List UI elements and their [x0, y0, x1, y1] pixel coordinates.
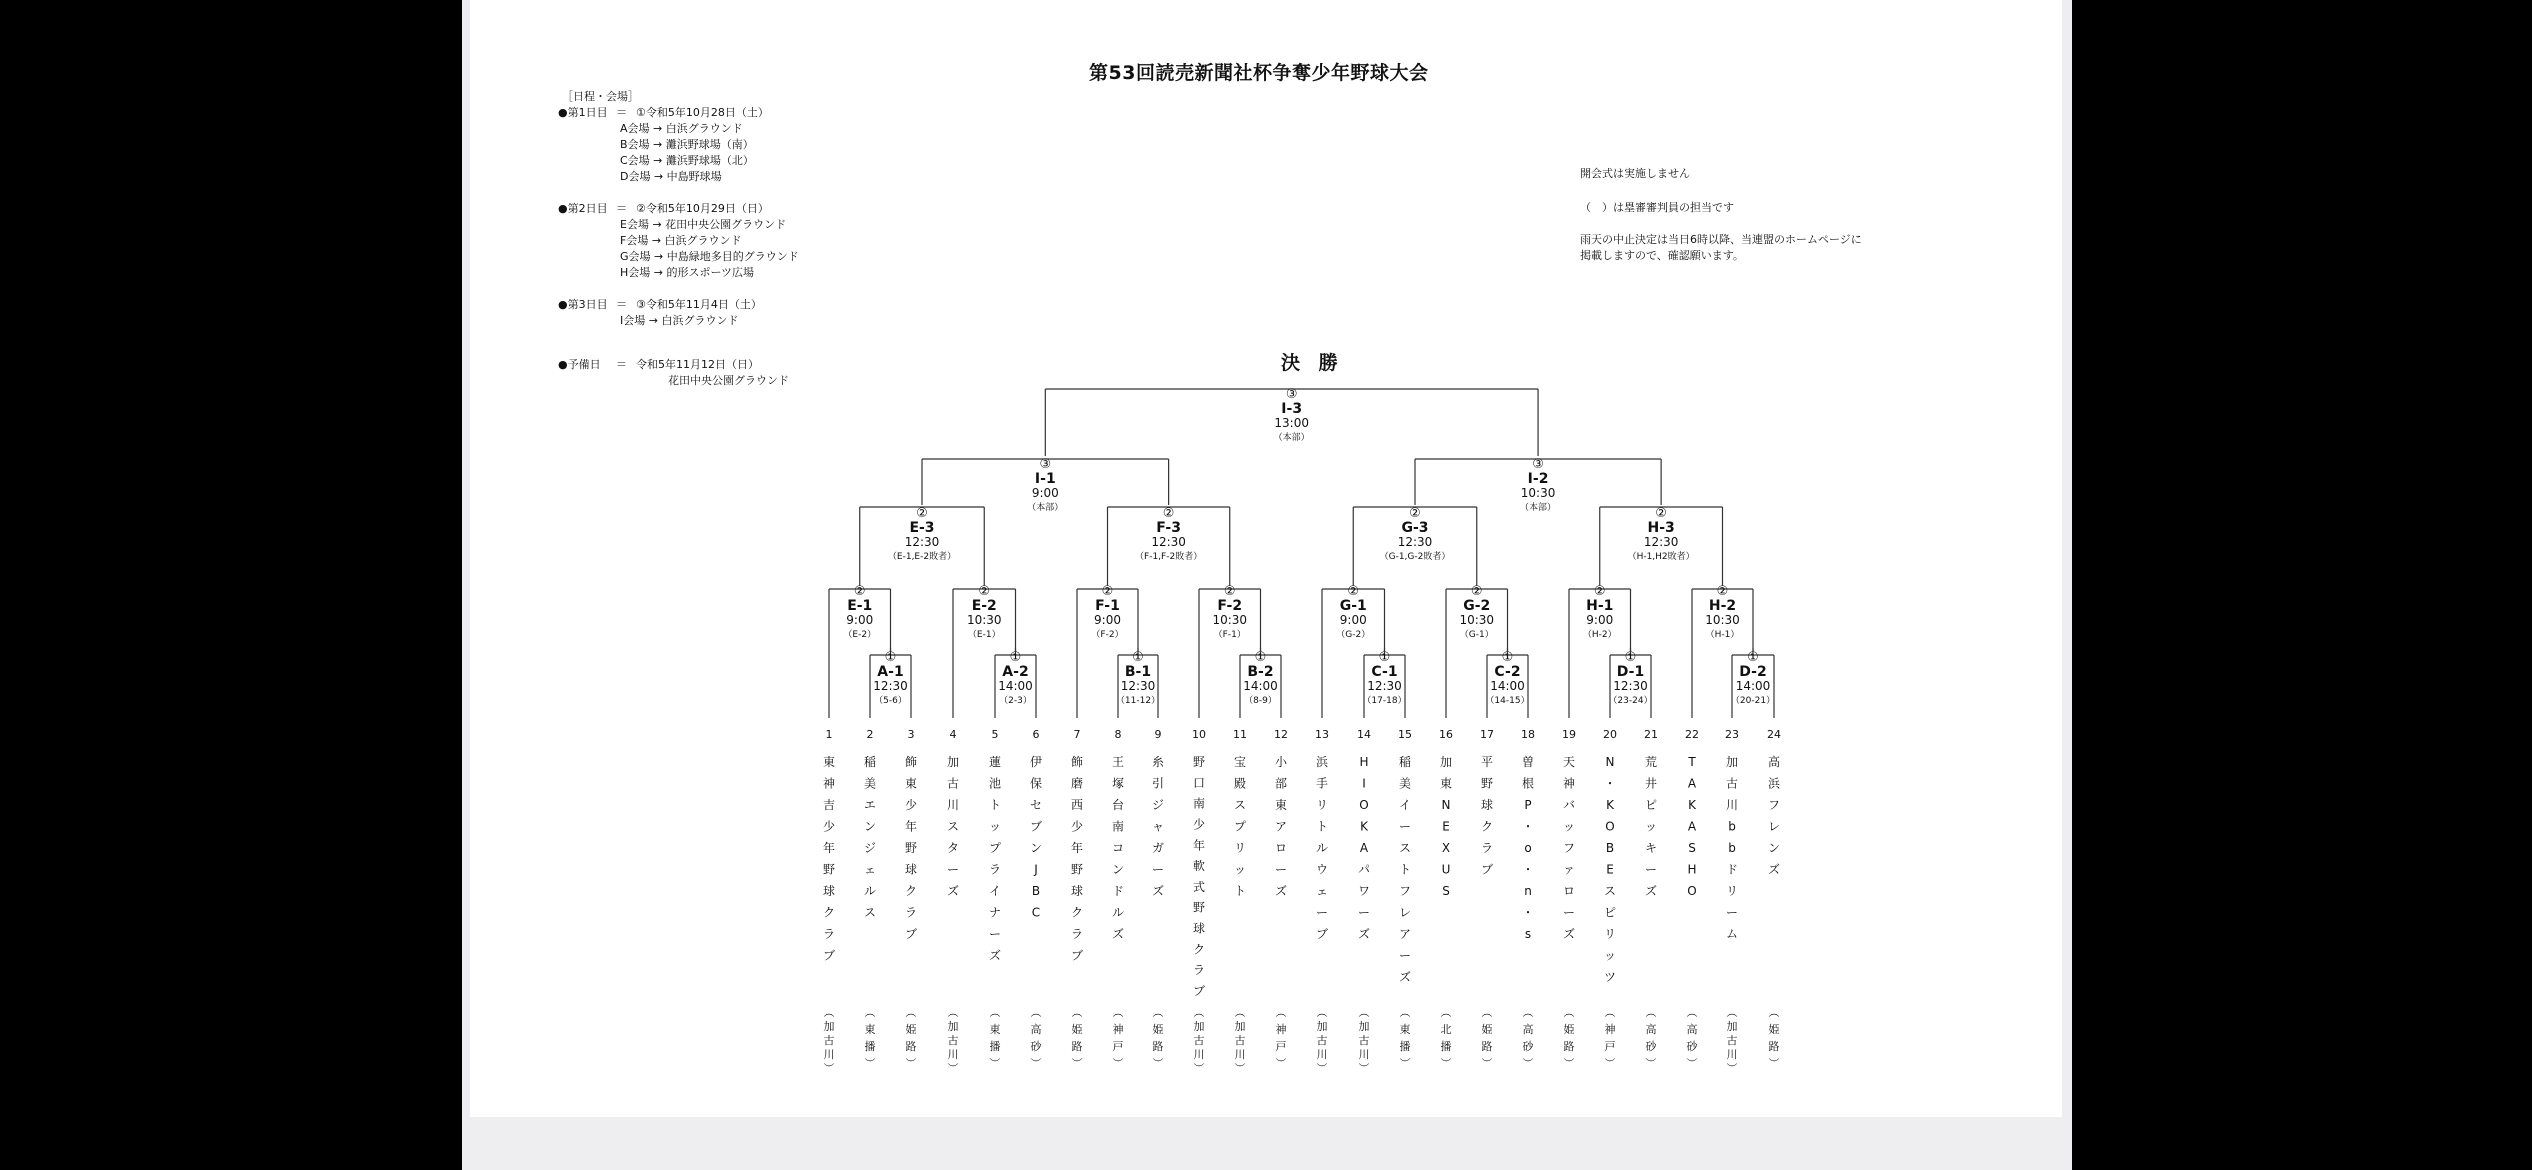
- team-name: 野口南少年軟式野球クラブ: [1192, 755, 1206, 998]
- team-area: ︵神戸︶: [1604, 1006, 1616, 1070]
- team-area: ︵姫路︶: [1071, 1006, 1083, 1070]
- match-time: 9:00: [1586, 613, 1614, 627]
- match-note: （本部）: [1027, 503, 1064, 513]
- note-rain-2: 掲載しますので、確認願います。: [1580, 249, 1744, 262]
- match-time: 12:30: [1151, 535, 1186, 549]
- match-note: （E-2）: [843, 630, 877, 640]
- team-name: T A K A S H O: [1687, 755, 1697, 898]
- match-id: B-2: [1247, 664, 1274, 680]
- note-rain-1: 雨天の中止決定は当日6時以降、当連盟のホームページに: [1580, 233, 1862, 246]
- match-day-marker: ②: [916, 506, 928, 521]
- team-name: 平野球クラブ: [1480, 755, 1494, 877]
- venue-line: E会場 → 花田中央公園グラウンド: [620, 218, 787, 231]
- venue-line: 花田中央公園グラウンド: [668, 374, 789, 387]
- match-id: F-3: [1156, 520, 1181, 536]
- match-time: 9:00: [1339, 613, 1367, 627]
- match-note: （23-24）: [1608, 696, 1653, 706]
- match-note: （F-2）: [1091, 630, 1124, 640]
- team-name: H I O K A パワーズ: [1357, 755, 1371, 941]
- team-name: 糸引ジャガーズ: [1151, 755, 1165, 898]
- team-number: 14: [1357, 728, 1371, 741]
- team-name: 浜手リトルウェーブ: [1315, 755, 1329, 941]
- match-id: I-3: [1281, 401, 1303, 417]
- day-label: ●第1日目: [558, 106, 608, 119]
- team-number: 21: [1644, 728, 1658, 741]
- team-name: 飾東少年野球クラブ: [904, 755, 918, 941]
- match-note: （17-18）: [1362, 696, 1407, 706]
- team-number: 8: [1114, 728, 1122, 741]
- match-time: 14:00: [1490, 679, 1525, 693]
- page-title: 第53回読売新聞社杯争奪少年野球大会: [1089, 62, 1429, 84]
- match-id: H-3: [1647, 520, 1675, 536]
- team-name: N ・ K O B E スピリッツ: [1603, 755, 1617, 984]
- match-time: 12:30: [1120, 679, 1156, 693]
- team-area: ︵加古川︶: [1193, 1006, 1205, 1075]
- match-day-marker: ②: [1101, 584, 1114, 599]
- team-area: ︵加古川︶: [1726, 1006, 1738, 1075]
- team-number: 4: [949, 728, 957, 741]
- match-note: （本部）: [1520, 503, 1557, 513]
- team-area: ︵北播︶: [1440, 1006, 1452, 1070]
- team-number: 15: [1398, 728, 1412, 741]
- team-area: ︵加古川︶: [1316, 1006, 1328, 1075]
- team-area: ︵東播︶: [1399, 1006, 1411, 1070]
- venue-line: D会場 → 中島野球場: [620, 170, 722, 183]
- team-number: 3: [907, 728, 915, 741]
- team-area: ︵東播︶: [989, 1006, 1001, 1070]
- match-note: （5-6）: [874, 696, 907, 706]
- match-time: 12:30: [1397, 535, 1433, 549]
- match-note: （E-1）: [967, 630, 1001, 640]
- team-area: ︵東播︶: [864, 1006, 876, 1070]
- venue-line: H会場 → 的形スポーツ広場: [620, 266, 755, 279]
- team-number: 19: [1562, 728, 1576, 741]
- team-number: 2: [866, 728, 874, 741]
- team-area: ︵加古川︶: [1358, 1006, 1370, 1075]
- match-id: H-2: [1708, 598, 1737, 614]
- match-day-marker: ①: [884, 650, 897, 665]
- team-area: ︵姫路︶: [905, 1006, 917, 1070]
- match-id: C-1: [1371, 664, 1398, 680]
- venue-line: C会場 → 灘浜野球場（北）: [620, 154, 754, 167]
- venue-line: I会場 → 白浜グラウンド: [620, 314, 739, 327]
- team-name: 飾磨西少年野球クラブ: [1070, 755, 1084, 963]
- match-note: （14-15）: [1485, 696, 1530, 706]
- match-time: 10:30: [1212, 613, 1248, 627]
- match-note: （G-2）: [1336, 630, 1371, 640]
- match-note: （H-1）: [1705, 630, 1740, 640]
- match-time: 14:00: [998, 679, 1033, 693]
- match-day-marker: ①: [1009, 650, 1022, 665]
- match-note: （H-2）: [1582, 630, 1617, 640]
- match-id: D-2: [1739, 664, 1767, 680]
- team-name: 曽根 P ・ o ・ n ・ s: [1521, 755, 1535, 941]
- match-time: 9:00: [1094, 613, 1121, 627]
- match-day-marker: ②: [1655, 506, 1667, 521]
- team-area: ︵姫路︶: [1481, 1006, 1493, 1070]
- venue-line: A会場 → 白浜グラウンド: [620, 122, 743, 135]
- match-day-marker: ②: [1223, 584, 1236, 599]
- team-number: 22: [1685, 728, 1699, 741]
- match-id: G-1: [1339, 598, 1367, 614]
- team-number: 10: [1192, 728, 1206, 741]
- match-id: I-2: [1527, 471, 1549, 487]
- match-day-marker: ①: [1254, 650, 1267, 665]
- match-id: I-1: [1034, 471, 1056, 487]
- match-day-marker: ③: [1039, 457, 1052, 472]
- match-note: （E-1,E-2敗者）: [887, 552, 957, 562]
- team-number: 20: [1603, 728, 1617, 741]
- match-time: 10:30: [966, 613, 1002, 627]
- day-date: ①令和5年10月28日（土）: [636, 106, 769, 119]
- team-number: 6: [1032, 728, 1040, 741]
- team-area: ︵高砂︶: [1645, 1006, 1657, 1070]
- day-date: ②令和5年10月29日（日）: [636, 202, 769, 215]
- day-label: ●第2日目: [558, 202, 608, 215]
- match-note: （8-9）: [1244, 696, 1277, 706]
- match-note: （本部）: [1273, 433, 1310, 443]
- match-id: F-2: [1217, 598, 1243, 614]
- match-id: A-1: [877, 664, 904, 680]
- match-time: 13:00: [1274, 416, 1309, 430]
- team-area: ︵神戸︶: [1112, 1006, 1124, 1070]
- match-day-marker: ②: [1347, 584, 1360, 599]
- match-id: E-2: [971, 598, 997, 614]
- final-label: 決 勝: [1281, 352, 1344, 374]
- team-area: ︵神戸︶: [1275, 1006, 1287, 1070]
- match-time: 12:30: [1613, 679, 1648, 693]
- team-area: ︵加古川︶: [947, 1006, 959, 1075]
- match-note: （G-1,G-2敗者）: [1379, 552, 1451, 562]
- day-label: ●第3日目: [558, 298, 608, 311]
- note-umpires: （ ）は塁審審判員の担当です: [1580, 201, 1734, 214]
- match-id: H-1: [1586, 598, 1614, 614]
- team-area: ︵高砂︶: [1686, 1006, 1698, 1070]
- team-area: ︵高砂︶: [1522, 1006, 1534, 1070]
- match-day-marker: ①: [1378, 650, 1391, 665]
- match-id: A-2: [1002, 664, 1029, 680]
- match-note: （20-21）: [1730, 696, 1776, 706]
- match-day-marker: ②: [1716, 584, 1729, 599]
- match-id: E-3: [909, 520, 935, 536]
- team-name: 加東 N E X U S: [1439, 755, 1453, 898]
- team-number: 24: [1767, 728, 1781, 741]
- match-note: （F-1）: [1213, 630, 1246, 640]
- match-day-marker: ②: [1593, 584, 1606, 599]
- schedule-header: ［日程・会場］: [562, 90, 639, 103]
- team-area: ︵高砂︶: [1030, 1006, 1042, 1070]
- match-note: （F-1,F-2敗者）: [1135, 552, 1203, 562]
- match-day-marker: ①: [1501, 650, 1514, 665]
- match-day-marker: ②: [1409, 506, 1421, 521]
- team-number: 13: [1315, 728, 1329, 741]
- day-eq: ＝: [616, 358, 627, 371]
- team-number: 17: [1480, 728, 1494, 741]
- day-eq: ＝: [616, 298, 627, 311]
- match-day-marker: ①: [1132, 650, 1144, 665]
- day-label: ●予備日: [558, 358, 601, 371]
- team-number: 9: [1154, 728, 1162, 741]
- team-number: 5: [991, 728, 999, 741]
- match-time: 12:30: [1643, 535, 1679, 549]
- match-time: 14:00: [1243, 679, 1278, 693]
- team-number: 18: [1521, 728, 1535, 741]
- venue-line: F会場 → 白浜グラウンド: [620, 234, 742, 247]
- day-eq: ＝: [616, 202, 627, 215]
- match-time: 12:30: [904, 535, 940, 549]
- match-id: B-1: [1124, 664, 1152, 680]
- team-name: 加古川スターズ: [946, 755, 960, 898]
- team-number: 7: [1073, 728, 1081, 741]
- team-number: 16: [1439, 728, 1453, 741]
- match-id: D-1: [1616, 664, 1645, 680]
- team-number: 11: [1233, 728, 1247, 741]
- team-name: 蓮池トップライナーズ: [988, 755, 1002, 963]
- match-day-marker: ①: [1624, 650, 1637, 665]
- venue-line: G会場 → 中島緑地多目的グラウンド: [620, 250, 799, 263]
- match-time: 12:30: [1367, 679, 1402, 693]
- team-name: 天神バッファローズ: [1562, 755, 1576, 941]
- team-number: 12: [1274, 728, 1288, 741]
- match-time: 10:30: [1705, 613, 1740, 627]
- team-name: 稲美イーストフレアーズ: [1398, 755, 1412, 984]
- team-name: 王塚台南コンドルズ: [1111, 755, 1125, 941]
- match-id: F-1: [1095, 598, 1120, 614]
- match-time: 10:30: [1459, 613, 1495, 627]
- match-note: （2-3）: [999, 696, 1032, 706]
- team-name: 荒井ピッキーズ: [1644, 755, 1658, 898]
- match-day-marker: ①: [1747, 650, 1759, 665]
- team-name: 稲美エンジェルス: [863, 755, 877, 920]
- match-time: 14:00: [1735, 679, 1771, 693]
- match-time: 9:00: [846, 613, 874, 627]
- match-note: （G-1）: [1459, 630, 1494, 640]
- match-id: C-2: [1494, 664, 1521, 680]
- team-number: 1: [825, 728, 833, 741]
- team-name: 小部東アローズ: [1274, 755, 1288, 898]
- team-area: ︵姫路︶: [1768, 1006, 1780, 1070]
- match-day-marker: ②: [978, 584, 991, 599]
- team-area: ︵姫路︶: [1563, 1006, 1575, 1070]
- match-day-marker: ③: [1532, 457, 1544, 472]
- team-name: 東神吉少年野球クラブ: [822, 755, 836, 963]
- match-time: 9:00: [1031, 486, 1059, 500]
- team-area: ︵加古川︶: [823, 1006, 835, 1075]
- day-date: 令和5年11月12日（日）: [636, 358, 759, 371]
- team-area: ︵姫路︶: [1152, 1006, 1164, 1070]
- day-eq: ＝: [616, 106, 627, 119]
- match-id: E-1: [847, 598, 873, 614]
- match-note: （H-1,H2敗者）: [1627, 552, 1695, 562]
- team-number: 23: [1725, 728, 1739, 741]
- team-name: 宝殿スプリット: [1233, 755, 1247, 898]
- match-day-marker: ②: [853, 584, 866, 599]
- day-date: ③令和5年11月4日（土）: [636, 298, 762, 311]
- team-name: 加古川 b b ドリーム: [1725, 755, 1739, 941]
- match-id: G-2: [1463, 598, 1491, 614]
- venue-line: B会場 → 灘浜野球場（南）: [620, 138, 754, 151]
- match-day-marker: ②: [1162, 506, 1175, 521]
- match-day-marker: ②: [1470, 584, 1483, 599]
- note-opening: 開会式は実施しません: [1580, 167, 1690, 180]
- team-area: ︵加古川︶: [1234, 1006, 1246, 1075]
- match-day-marker: ③: [1285, 387, 1298, 402]
- team-name: 伊保セブン J B C: [1029, 755, 1043, 920]
- team-name: 高浜フレンズ: [1767, 755, 1781, 877]
- match-time: 12:30: [873, 679, 908, 693]
- match-note: （11-12）: [1115, 696, 1161, 706]
- match-id: G-3: [1401, 520, 1429, 536]
- match-time: 10:30: [1520, 486, 1556, 500]
